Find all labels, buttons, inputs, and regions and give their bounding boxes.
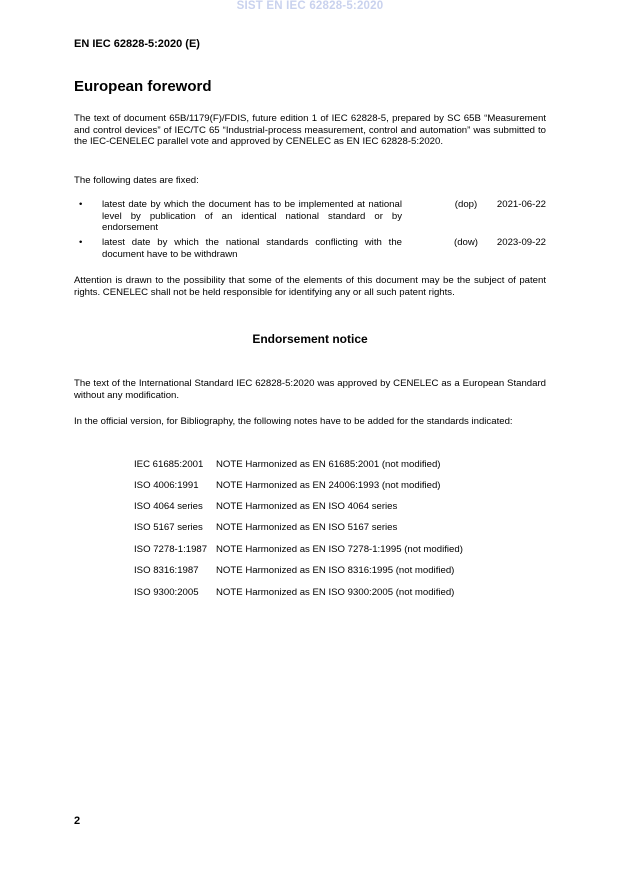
harmonized-note: NOTE Harmonized as EN ISO 5167 series	[216, 522, 398, 533]
bibliography-note	[134, 501, 397, 513]
watermark: SIST EN IEC 62828-5:2020	[236, 0, 384, 12]
bibliography-note	[134, 565, 454, 577]
date-item-date: 2021-06-22	[496, 199, 546, 210]
harmonized-note: NOTE Harmonized as EN ISO 4064 series	[216, 501, 398, 512]
date-item-code: (dop)	[454, 199, 478, 210]
date-item-code: (dow)	[454, 237, 478, 248]
date-item-text: latest date by which the national standards conflicting with the document have to be withdrawn	[102, 237, 402, 260]
foreword-intro: The text of document 65B/1179(F)/FDIS, future edition 1 of IEC 62828-5, prepared by SC 65B “Measurement and control devices” of IEC/TC 65 “Industrial-process measurement, control and automation” was submitted to the IEC-CENELEC parallel vote and approved by CENELEC as EN IEC 62828-5:2020.	[74, 113, 546, 147]
dates-intro: The following dates are fixed:	[74, 175, 199, 186]
standard-ref: ISO 4006:1991	[134, 480, 199, 491]
foreword-title: European foreword	[74, 78, 212, 95]
bibliography-note	[134, 459, 441, 471]
bibliography-intro: In the official version, for Bibliography, the following notes have to be added for the standards indicated:	[74, 416, 513, 427]
standard-ref: ISO 7278-1:1987	[134, 544, 208, 555]
endorsement-text: The text of the International Standard IEC 62828-5:2020 was approved by CENELEC as a European Standard without any modification.	[74, 378, 546, 401]
bibliography-note	[134, 544, 463, 556]
standard-ref: ISO 8316:1987	[134, 565, 199, 576]
bibliography-note	[134, 480, 441, 492]
patent-attention: Attention is drawn to the possibility that some of the elements of this document may be the subject of patent rights. CENELEC shall not be held responsible for identifying any or all such patent rights.	[74, 275, 546, 298]
standard-ref: ISO 9300:2005	[134, 587, 199, 598]
standard-ref: ISO 4064 series	[134, 501, 203, 512]
bibliography-note	[134, 587, 454, 599]
date-item-text: latest date by which the document has to be implemented at national level by publication of an identical national standard or by endorsement	[102, 199, 402, 233]
bullet-icon: •	[79, 237, 83, 248]
harmonized-note: NOTE Harmonized as EN ISO 9300:2005 (not modified)	[216, 587, 455, 598]
harmonized-note: NOTE Harmonized as EN 24006:1993 (not modified)	[216, 480, 441, 491]
bibliography-note	[134, 522, 397, 534]
standard-ref: IEC 61685:2001	[134, 459, 204, 470]
page-number: 2	[74, 815, 81, 827]
harmonized-note: NOTE Harmonized as EN ISO 8316:1995 (not modified)	[216, 565, 455, 576]
harmonized-note: NOTE Harmonized as EN 61685:2001 (not modified)	[216, 459, 441, 470]
document-id: EN IEC 62828-5:2020 (E)	[74, 38, 200, 50]
standard-ref: ISO 5167 series	[134, 522, 203, 533]
endorsement-title: Endorsement notice	[252, 332, 368, 346]
date-item-date: 2023-09-22	[496, 237, 546, 248]
harmonized-note: NOTE Harmonized as EN ISO 7278-1:1995 (not modified)	[216, 544, 463, 555]
bullet-icon: •	[79, 199, 83, 210]
